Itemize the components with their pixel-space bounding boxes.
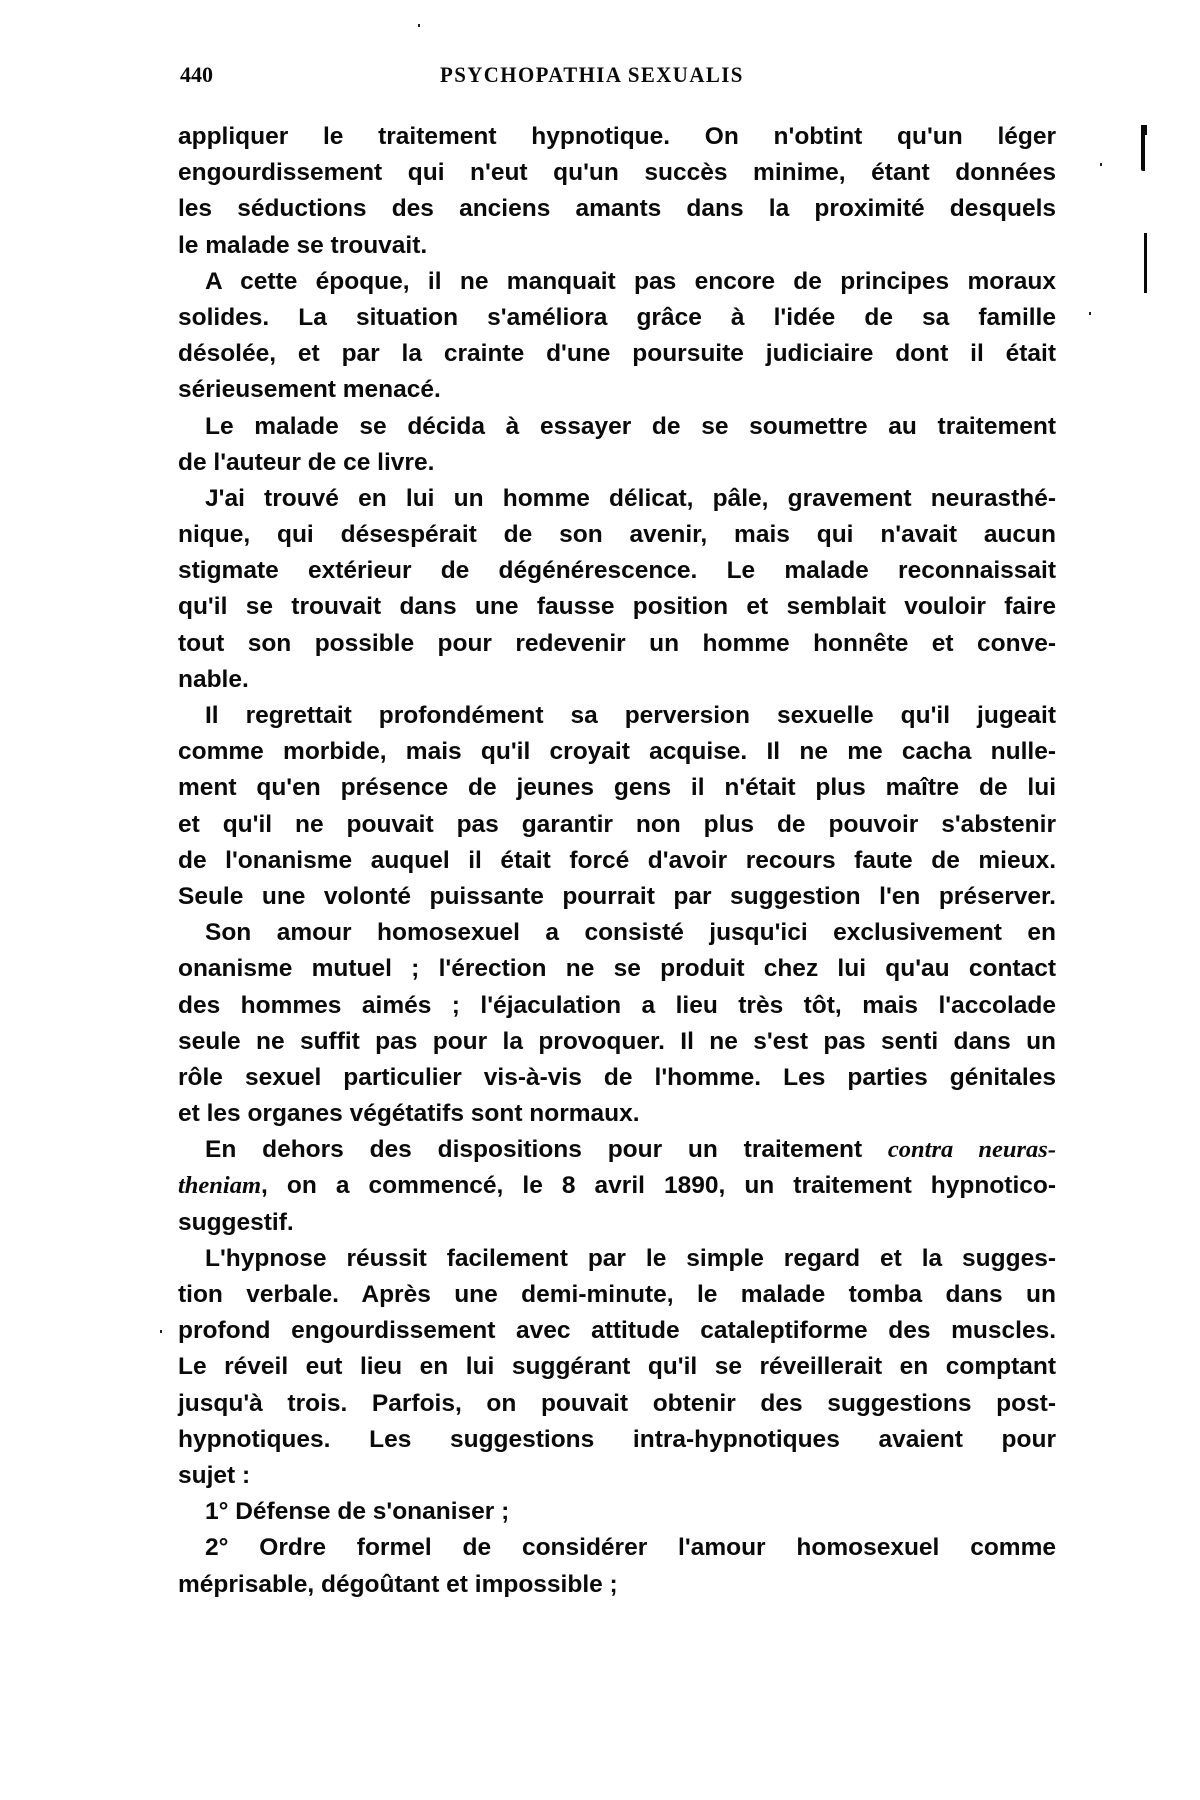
text-line	[178, 155, 1056, 191]
line-text: solides. La situation s'améliora grâce à l'idée de sa famille	[178, 303, 1056, 331]
line-text: méprisable, dégoûtant et impossible ;	[178, 1570, 618, 1598]
line-text: Il regrettait profondément sa perversion sexuelle qu'il jugeait	[205, 702, 1056, 729]
margin-squiggle-mark-icon	[1141, 125, 1152, 171]
text-line	[178, 553, 1056, 589]
line-text: tout son possible pour redevenir un homme honnête et conve-	[178, 629, 1056, 657]
scan-speck	[418, 24, 420, 27]
text-line	[178, 988, 1056, 1024]
text-line	[178, 1567, 1056, 1603]
text-line	[178, 1530, 1056, 1566]
line-text: engourdissement qui n'eut qu'un succès minime, étant données	[178, 159, 1056, 187]
italic-text: theniam	[178, 1172, 262, 1200]
line-text: les séductions des anciens amants dans la proximité desquels	[178, 195, 1056, 223]
line-text: J'ai trouvé en lui un homme délicat, pâle, gravement neurasthé-	[205, 484, 1056, 512]
line-text: Son amour homosexuel a consisté jusqu'ici exclusivement en	[205, 919, 1056, 947]
text-line	[178, 843, 1056, 879]
line-text: hypnotiques. Les suggestions intra-hypnotiques avaient pour	[178, 1425, 1056, 1453]
text-line	[178, 1024, 1056, 1060]
text-line	[178, 1349, 1056, 1385]
line-text: seule ne suffit pas pour la provoquer. Il ne s'est pas senti dans un	[178, 1027, 1056, 1055]
line-text: nable.	[178, 665, 249, 693]
text-line	[178, 264, 1056, 300]
text-line	[178, 445, 1056, 481]
line-text: de l'auteur de ce livre.	[178, 448, 435, 476]
line-text: désolée, et par la crainte d'une poursuite judiciaire dont il était	[178, 340, 1056, 368]
line-text: 1° Défense de s'onaniser ;	[205, 1498, 510, 1526]
line-text: tion verbale. Après une demi-minute, le malade tomba dans un	[178, 1281, 1056, 1308]
line-text: rôle sexuel particulier vis-à-vis de l'homme. Les parties génitales	[178, 1063, 1056, 1091]
text-line	[178, 698, 1056, 734]
text-line	[178, 191, 1056, 227]
line-text: de l'onanisme auquel il était forcé d'avoir recours faute de mieux.	[178, 846, 1056, 874]
text-line	[178, 481, 1056, 517]
text-line	[178, 1205, 1056, 1241]
body-text	[178, 119, 1056, 1603]
text-line	[178, 734, 1056, 770]
line-text: des hommes aimés ; l'éjaculation a lieu très tôt, mais l'accolade	[178, 991, 1056, 1019]
line-text: le malade se trouvait.	[178, 231, 428, 259]
text-lines	[178, 119, 1056, 1603]
line-text: En dehors des dispositions pour un traitement	[205, 1136, 888, 1164]
text-line	[178, 1168, 1056, 1204]
text-line	[178, 1277, 1056, 1313]
line-text: nique, qui désespérait de son avenir, mais qui n'avait aucun	[178, 521, 1056, 549]
text-line	[178, 1422, 1056, 1458]
running-head-title: PSYCHOPATHIA SEXUALIS	[440, 62, 744, 87]
text-line	[178, 1241, 1056, 1277]
text-line	[178, 770, 1056, 806]
text-line	[178, 1458, 1056, 1494]
line-text: Le réveil eut lieu en lui suggérant qu'il se réveillerait en comptant	[178, 1353, 1056, 1381]
line-text: jusqu'à trois. Parfois, on pouvait obtenir des suggestions post-	[178, 1389, 1056, 1417]
scan-speck	[1089, 312, 1091, 315]
line-text: ment qu'en présence de jeunes gens il n'était plus maître de lui	[178, 774, 1056, 802]
text-line	[178, 409, 1056, 445]
line-text: L'hypnose réussit facilement par le simple regard et la sugges-	[205, 1244, 1056, 1272]
page-number: 440	[180, 62, 213, 87]
text-line	[178, 807, 1056, 843]
line-text: Le malade se décida à essayer de se soumettre au traitement	[205, 412, 1056, 440]
line-text: , on a commencé, le 8 avril 1890, un traitement hypnotico-	[261, 1172, 1056, 1200]
line-text: A cette époque, il ne manquait pas encore de principes moraux	[205, 267, 1056, 295]
line-text: qu'il se trouvait dans une fausse position et semblait vouloir faire	[178, 593, 1056, 621]
text-line	[178, 119, 1056, 155]
line-text: sujet :	[178, 1461, 251, 1489]
text-line	[178, 1494, 1056, 1530]
line-text: comme morbide, mais qu'il croyait acquise. Il ne me cacha nulle-	[178, 738, 1056, 766]
line-text: et les organes végétatifs sont normaux.	[178, 1100, 640, 1128]
italic-text: contra neuras-	[887, 1136, 1056, 1164]
margin-vertical-bar-icon	[1144, 233, 1147, 293]
text-line	[178, 1060, 1056, 1096]
page-header	[180, 62, 1056, 92]
text-line	[178, 300, 1056, 336]
scan-speck	[160, 1330, 162, 1333]
text-line	[178, 336, 1056, 372]
text-line	[178, 517, 1056, 553]
line-text: stigmate extérieur de dégénérescence. Le malade reconnaissait	[178, 557, 1056, 585]
text-line	[178, 879, 1056, 915]
line-text: Seule une volonté puissante pourrait par suggestion l'en préserver.	[178, 882, 1056, 910]
line-text: sérieusement menacé.	[178, 376, 441, 404]
text-line	[178, 951, 1056, 987]
text-line	[178, 589, 1056, 625]
line-text: 2° Ordre formel de considérer l'amour homosexuel comme	[205, 1534, 1056, 1562]
text-line	[178, 1386, 1056, 1422]
scan-speck	[1100, 163, 1102, 166]
text-line	[178, 915, 1056, 951]
text-line	[178, 662, 1056, 698]
line-text: profond engourdissement avec attitude cataleptiforme des muscles.	[178, 1317, 1056, 1345]
line-text: onanisme mutuel ; l'érection ne se produit chez lui qu'au contact	[178, 955, 1056, 983]
text-line	[178, 372, 1056, 408]
line-text: appliquer le traitement hypnotique. On n'obtint qu'un léger	[178, 123, 1056, 150]
text-line	[178, 1096, 1056, 1132]
line-text: suggestif.	[178, 1208, 294, 1236]
text-line	[178, 1313, 1056, 1349]
text-line	[178, 228, 1056, 264]
line-text: et qu'il ne pouvait pas garantir non plus de pouvoir s'abstenir	[178, 810, 1056, 838]
text-line	[178, 1132, 1056, 1168]
text-line	[178, 626, 1056, 662]
